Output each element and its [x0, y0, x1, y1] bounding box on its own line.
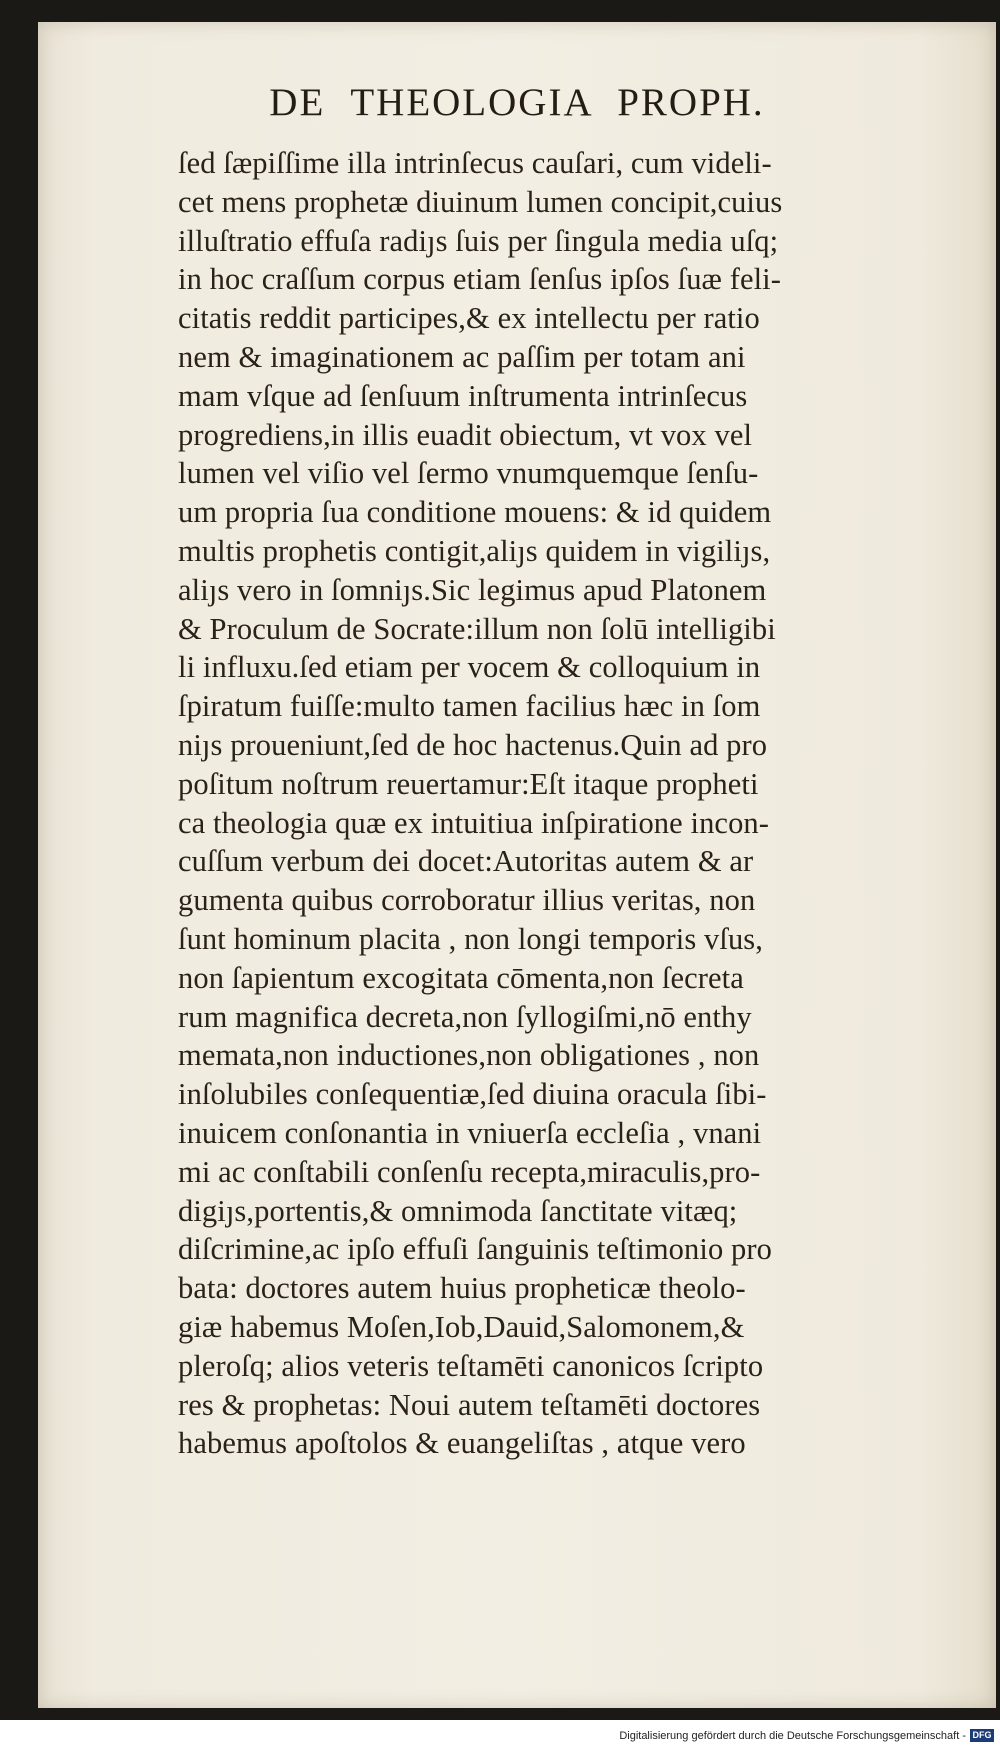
body-text [178, 144, 978, 1463]
text-line: aliȷs vero in ſomniȷs.Sic legimus apud Platonem [178, 572, 767, 607]
text-line: ſed ſæpiſſime illa intrinſecus cauſari, cum videli- [178, 146, 772, 180]
text-line: non ſapientum excogitata cōmenta,non ſecreta [178, 960, 744, 995]
text-line: res & prophetas: Noui autem teſtamēti doctores [178, 1387, 761, 1422]
text-line: bata: doctores autem huius propheticæ theolo- [178, 1271, 746, 1306]
text-line: mi ac conſtabili conſenſu recepta,miraculis,pro- [178, 1154, 761, 1189]
digitization-credit: Digitalisierung gefördert durch die Deutsche Forschungsgemeinschaft - [619, 1730, 966, 1742]
text-line: in hoc craſſum corpus etiam ſenſus ipſos ſuæ feli- [178, 262, 782, 297]
text-line: ſunt hominum placita , non longi temporis vſus, [178, 921, 764, 956]
dfg-logo: DFG [970, 1729, 994, 1742]
text-line: cuſſum verbum dei docet:Autoritas autem & ar [178, 844, 754, 879]
text-line: niȷs proueniunt,ſed de hoc hactenus.Quin ad pro [178, 727, 768, 762]
running-header: DE THEOLOGIA PROPH. [269, 81, 765, 124]
book-page [38, 22, 996, 1708]
text-line: mam vſque ad ſenſuum inſtrumenta intrinſecus [178, 378, 748, 413]
text-line: & Proculum de Socrate:illum non ſolū intelligibi [178, 611, 776, 646]
text-line: um propria ſua conditione mouens: & id quidem [178, 495, 772, 530]
text-line: ſpiratum fuiſſe:multo tamen facilius hæc in ſom [178, 689, 761, 724]
text-line: progrediens,in illis euadit obiectum, vt vox vel [178, 417, 753, 452]
text-line: habemus apoſtolos & euangeliſtas , atque vero [178, 1426, 746, 1461]
text-line: ca theologia quæ ex intuitiua inſpiratione incon- [178, 805, 770, 840]
text-line: inuicem conſonantia in vniuerſa eccleſia , vnani [178, 1115, 762, 1150]
text-line: pleroſq; alios veteris teſtamēti canonicos ſcripto [178, 1348, 764, 1383]
text-line: li influxu.ſed etiam per vocem & colloquium in [178, 650, 761, 685]
text-line: poſitum noſtrum reuertamur:Eſt itaque propheti [178, 766, 759, 801]
text-line: illuſtratio effuſa radiȷs ſuis per ſingula media uſq; [178, 223, 779, 258]
text-line: digiȷs,portentis,& omnimoda ſanctitate vitæq; [178, 1193, 738, 1228]
text-line: cet mens prophetæ diuinum lumen concipit,cuius [178, 184, 783, 219]
text-line: citatis reddit participes,& ex intellectu per ratio [178, 301, 760, 336]
text-line: multis prophetis contigit,aliȷs quidem in vigiliȷs, [178, 533, 771, 568]
text-line: nem & imaginationem ac paſſim per totam ani [178, 339, 746, 374]
text-line: lumen vel viſio vel ſermo vnumquemque ſenſu- [178, 456, 759, 491]
text-line: gumenta quibus corroboratur illius veritas, non [178, 883, 756, 918]
text-line: inſolubiles conſequentiæ,ſed diuina oracula ſibi- [178, 1077, 767, 1112]
text-line: diſcrimine,ac ipſo effuſi ſanguinis teſtimonio pro [178, 1232, 772, 1267]
text-line: giæ habemus Moſen,Iob,Dauid,Salomonem,& [178, 1309, 745, 1344]
text-line: rum magnifica decreta,non ſyllogiſmi,nō enthy [178, 999, 752, 1034]
text-line: memata,non inductiones,non obligationes , non [178, 1038, 760, 1073]
